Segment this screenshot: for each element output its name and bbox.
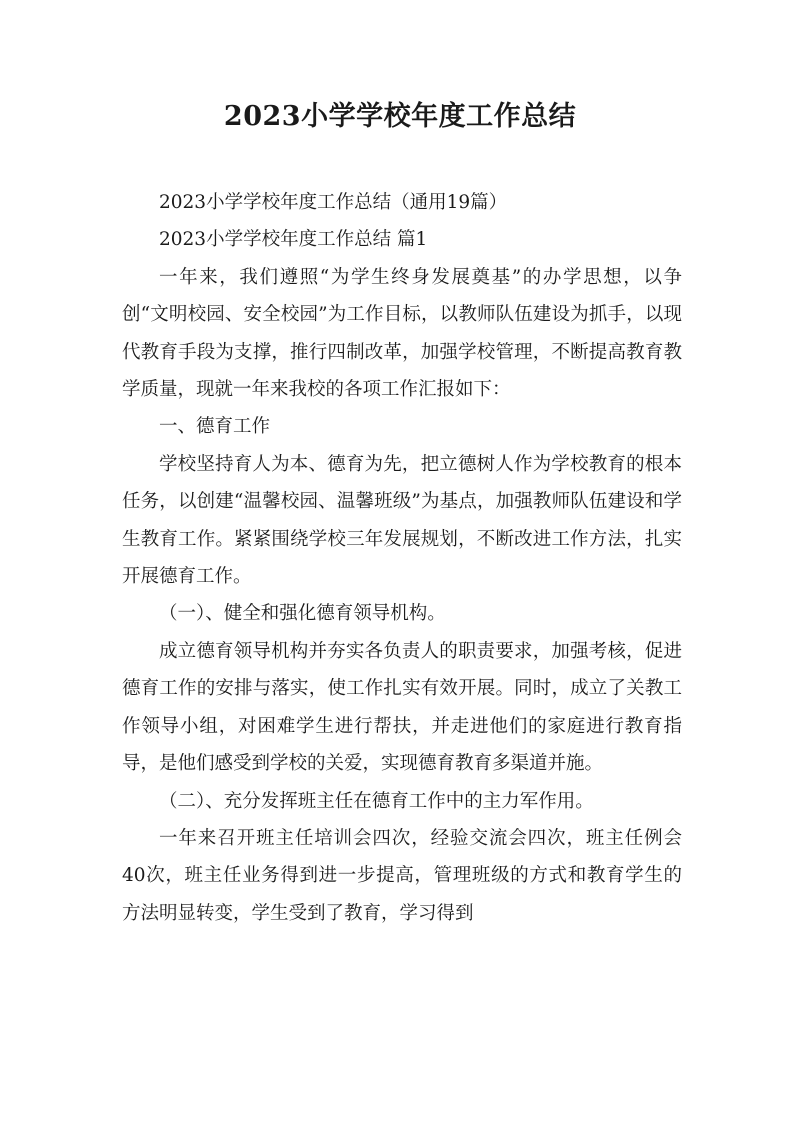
paragraph-subtitle: 2023小学学校年度工作总结（通用19篇） — [159, 192, 508, 213]
paragraph-leadership: 成立德育领导机构并夯实各负责人的职责要求，加强考核，促进德育工作的安排与落实，使工作扎实有效开展。同时，成立了关教工作领导小组，对困难学生进行帮扶，并走进他们的家庭进行教育指导，是他们感受到学校的关爱，实现德育教育多渠道并施。 — [122, 640, 682, 775]
document-title: 2023小学学校年度工作总结 — [223, 101, 577, 132]
paragraph-moral-education: 学校坚持育人为本、德育为先，把立德树人作为学校教育的根本任务，以创建“温馨校园、温馨班级”为基点，加强教师队伍建设和学生教育工作。紧紧围绕学校三年发展规划，不断改进工作方法，扎实开展德育工作。 — [122, 453, 682, 588]
heading-moral-education: 一、德育工作 — [159, 416, 271, 438]
subheading-leadership: （一）、健全和强化德育领导机构。 — [159, 603, 446, 625]
subheading-class-teacher: （二）、充分发挥班主任在德育工作中的主力军作用。 — [159, 790, 594, 812]
paragraph-intro: 一年来，我们遵照“为学生终身发展奠基”的办学思想，以争创“文明校园、安全校园”为工作目标，以教师队伍建设为抓手，以现代教育手段为支撑，推行四制改革，加强学校管理，不断提高教育教学质量，现就一年来我校的各项工作汇报如下： — [122, 266, 682, 401]
document-body — [122, 184, 682, 932]
paragraph-section-label: 2023小学学校年度工作总结 篇1 — [159, 229, 428, 251]
paragraph-class-teacher: 一年来召开班主任培训会四次，经验交流会四次，班主任例会40次，班主任业务得到进一步提高，管理班级的方式和教育学生的方法明显转变，学生受到了教育，学习得到 — [122, 827, 682, 924]
